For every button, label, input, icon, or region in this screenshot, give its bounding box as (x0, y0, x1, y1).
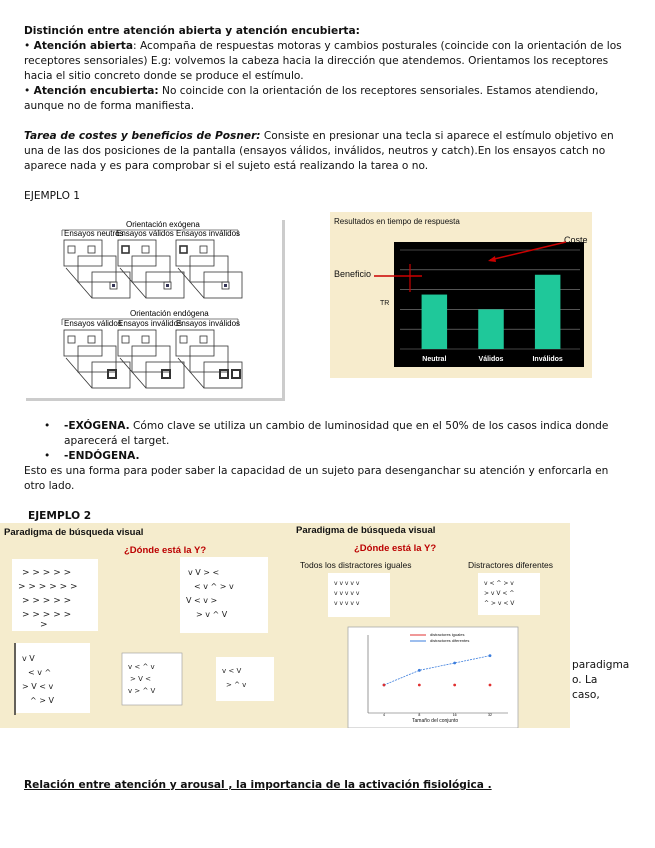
target-dot (166, 284, 169, 287)
text-line: aunque no de forma manifiesta. (24, 100, 195, 112)
mini-chart-xlabel: Tamaño del conjunto (412, 718, 459, 724)
svg-text:v < V: v < V (222, 667, 242, 675)
posner-text: Consiste en presionar una tecla si aparece el estímulo objetivo en (260, 130, 614, 142)
occluded-text: caso, (572, 689, 600, 701)
paragraph-abierta (24, 39, 622, 54)
bar-label: Neutral (422, 356, 447, 363)
left-slide-question: ¿Dónde está la Y? (124, 545, 207, 556)
text-line: receptores sensoriales) E.g: volvemos la cabeza hacia la dirección que atendemos. Orientamos los receptores (24, 55, 609, 67)
svg-text:> V <: > V < (130, 675, 151, 683)
svg-text:< v ^ > v: < v ^ > v (194, 582, 234, 591)
svg-text:> ^ v: > ^ v (226, 681, 247, 689)
annotation-coste: Coste (564, 235, 588, 245)
posner-diagram (26, 220, 285, 401)
text-line: aparecerá el target. (64, 435, 170, 447)
svg-text:v v v v v: v v v v v (334, 580, 360, 587)
svg-text:> > > > >: > > > > > (22, 596, 72, 606)
diagram-col-label: Ensayos inválidos (118, 319, 183, 328)
search-panel (216, 657, 274, 701)
tick-label: 4 (383, 713, 385, 717)
diagram-col-label: Ensayos válidos (116, 229, 174, 238)
text-line: Esto es una forma para poder saber la capacidad de un sujeto para desenganchar su atención y enforcarla en (24, 465, 609, 477)
bar-válidos (478, 309, 504, 349)
data-point (489, 654, 492, 657)
right-slide-title: Paradigma de búsqueda visual (296, 525, 436, 536)
bullet-exogena (44, 419, 50, 434)
bullet: • (44, 450, 51, 462)
bullet: • (44, 420, 51, 432)
diagram-col-label: Ensayos neutros (64, 229, 124, 238)
right-slide-question: ¿Dónde está la Y? (354, 543, 437, 554)
diagram-bottom-title: Orientación endógena (130, 309, 209, 318)
svg-text:> v ^ V: > v ^ V (196, 610, 228, 619)
svg-text:< v ^: < v ^ (28, 668, 52, 677)
text-line: aparece nada y es para comprobar si el sujeto está realizando la tarea o no. (24, 160, 429, 172)
data-point (418, 669, 421, 672)
posner-paragraph (24, 129, 614, 144)
abierta-text: : Acompaña de respuestas motoras y cambios posturales (coincide con la orientación de los (133, 40, 622, 52)
legend-diferentes: distractores diferentes (430, 638, 470, 643)
svg-text:^ > v < V: ^ > v < V (484, 600, 515, 607)
iguales-label: Todos los distractores iguales (300, 560, 412, 570)
text-line: hacia el sitio concreto donde se produce el estímulo. (24, 70, 304, 82)
encubierta-text: No coincide con la orientación de los receptores sensoriales. Estamos atendiendo, (158, 85, 599, 97)
bar-label: Válidos (478, 356, 504, 363)
search-panels-svg (0, 523, 570, 728)
tick-label: 16 (452, 713, 457, 717)
svg-text:> > > > > >: > > > > > > (18, 582, 78, 592)
svg-text:^ > V: ^ > V (30, 696, 54, 705)
svg-text:> > > > >: > > > > > (22, 610, 72, 620)
bar-inválidos (535, 275, 561, 349)
text-line: una de las dos posiciones de la pantalla (ensayos válidos, inválidos, neutros y catch).En los ensayos catch no (24, 145, 606, 157)
data-point (453, 662, 456, 665)
chart-title: Resultados en tiempo de respuesta (334, 217, 460, 226)
bullet-endogena (44, 449, 50, 464)
posner-label: Tarea de costes y beneficios de Posner: (24, 130, 261, 142)
section-title: Distinción entre atención abierta y atención encubierta: (24, 25, 360, 37)
ejemplo1-label: EJEMPLO 1 (24, 190, 81, 202)
chart-ylabel: TR (380, 300, 390, 307)
svg-text:v V: v V (22, 654, 35, 663)
exogena-text: Cómo clave se utiliza un cambio de luminosidad que en el 50% de los casos indica donde (129, 420, 609, 432)
svg-text:>: > (40, 620, 48, 630)
visual-search-slides (0, 523, 570, 728)
svg-text:V < v >: V < v > (186, 596, 218, 605)
rt-bar-chart-svg (330, 212, 592, 378)
diagram-col-label: Ensayos válidos (64, 319, 122, 328)
encubierta-label: Atención encubierta: (33, 85, 159, 97)
bullet: • (24, 85, 31, 97)
rt-bar-chart (330, 212, 592, 378)
bullet: • (24, 40, 31, 52)
svg-text:v < ^ > v: v < ^ > v (484, 580, 514, 587)
legend-iguales: distractores iguales (430, 632, 465, 637)
annotation-beneficio: Beneficio (334, 269, 372, 279)
text-line: otro lado. (24, 480, 75, 492)
diagram-col-label: Ensayos inválidos (176, 319, 241, 328)
bar-neutral (422, 295, 448, 349)
tick-label: 8 (418, 713, 421, 717)
data-point (453, 684, 456, 687)
bar-label: Inválidos (532, 356, 563, 363)
svg-text:v v v v v: v v v v v (334, 600, 360, 607)
svg-text:> V < v: > V < v (22, 682, 54, 691)
data-point (383, 684, 386, 687)
svg-text:v V > <: v V > < (188, 568, 220, 577)
target-dot (224, 284, 227, 287)
occluded-text: o. La (572, 674, 598, 686)
abierta-label: Atención abierta (33, 40, 134, 52)
ejemplo2-label: EJEMPLO 2 (28, 510, 92, 522)
diferentes-label: Distractores diferentes (468, 560, 554, 570)
data-point (418, 684, 421, 687)
diagram-top-title: Orientación exógena (126, 220, 200, 229)
endogena-label: -ENDÓGENA. (64, 450, 140, 462)
svg-text:v v v v v: v v v v v (334, 590, 360, 597)
data-point (489, 684, 492, 687)
svg-text:> v V < ^: > v V < ^ (484, 590, 515, 597)
diagram-col-label: Ensayos inválidos (176, 229, 241, 238)
paragraph-encubierta (24, 84, 598, 99)
tick-label: 32 (488, 713, 492, 717)
svg-text:v < ^ v: v < ^ v (128, 663, 155, 671)
target-dot (112, 284, 115, 287)
occluded-text: paradigma (572, 659, 630, 671)
svg-text:v > ^ V: v > ^ V (128, 687, 156, 695)
svg-text:> > > > >: > > > > > (22, 568, 72, 578)
left-slide-title: Paradigma de búsqueda visual (4, 527, 144, 538)
posner-diagram-svg (26, 220, 282, 398)
exogena-label: -EXÓGENA. (64, 420, 130, 432)
relacion-heading: Relación entre atención y arousal , la importancia de la activación fisiológica . (24, 779, 492, 791)
exogena-line (64, 419, 608, 434)
